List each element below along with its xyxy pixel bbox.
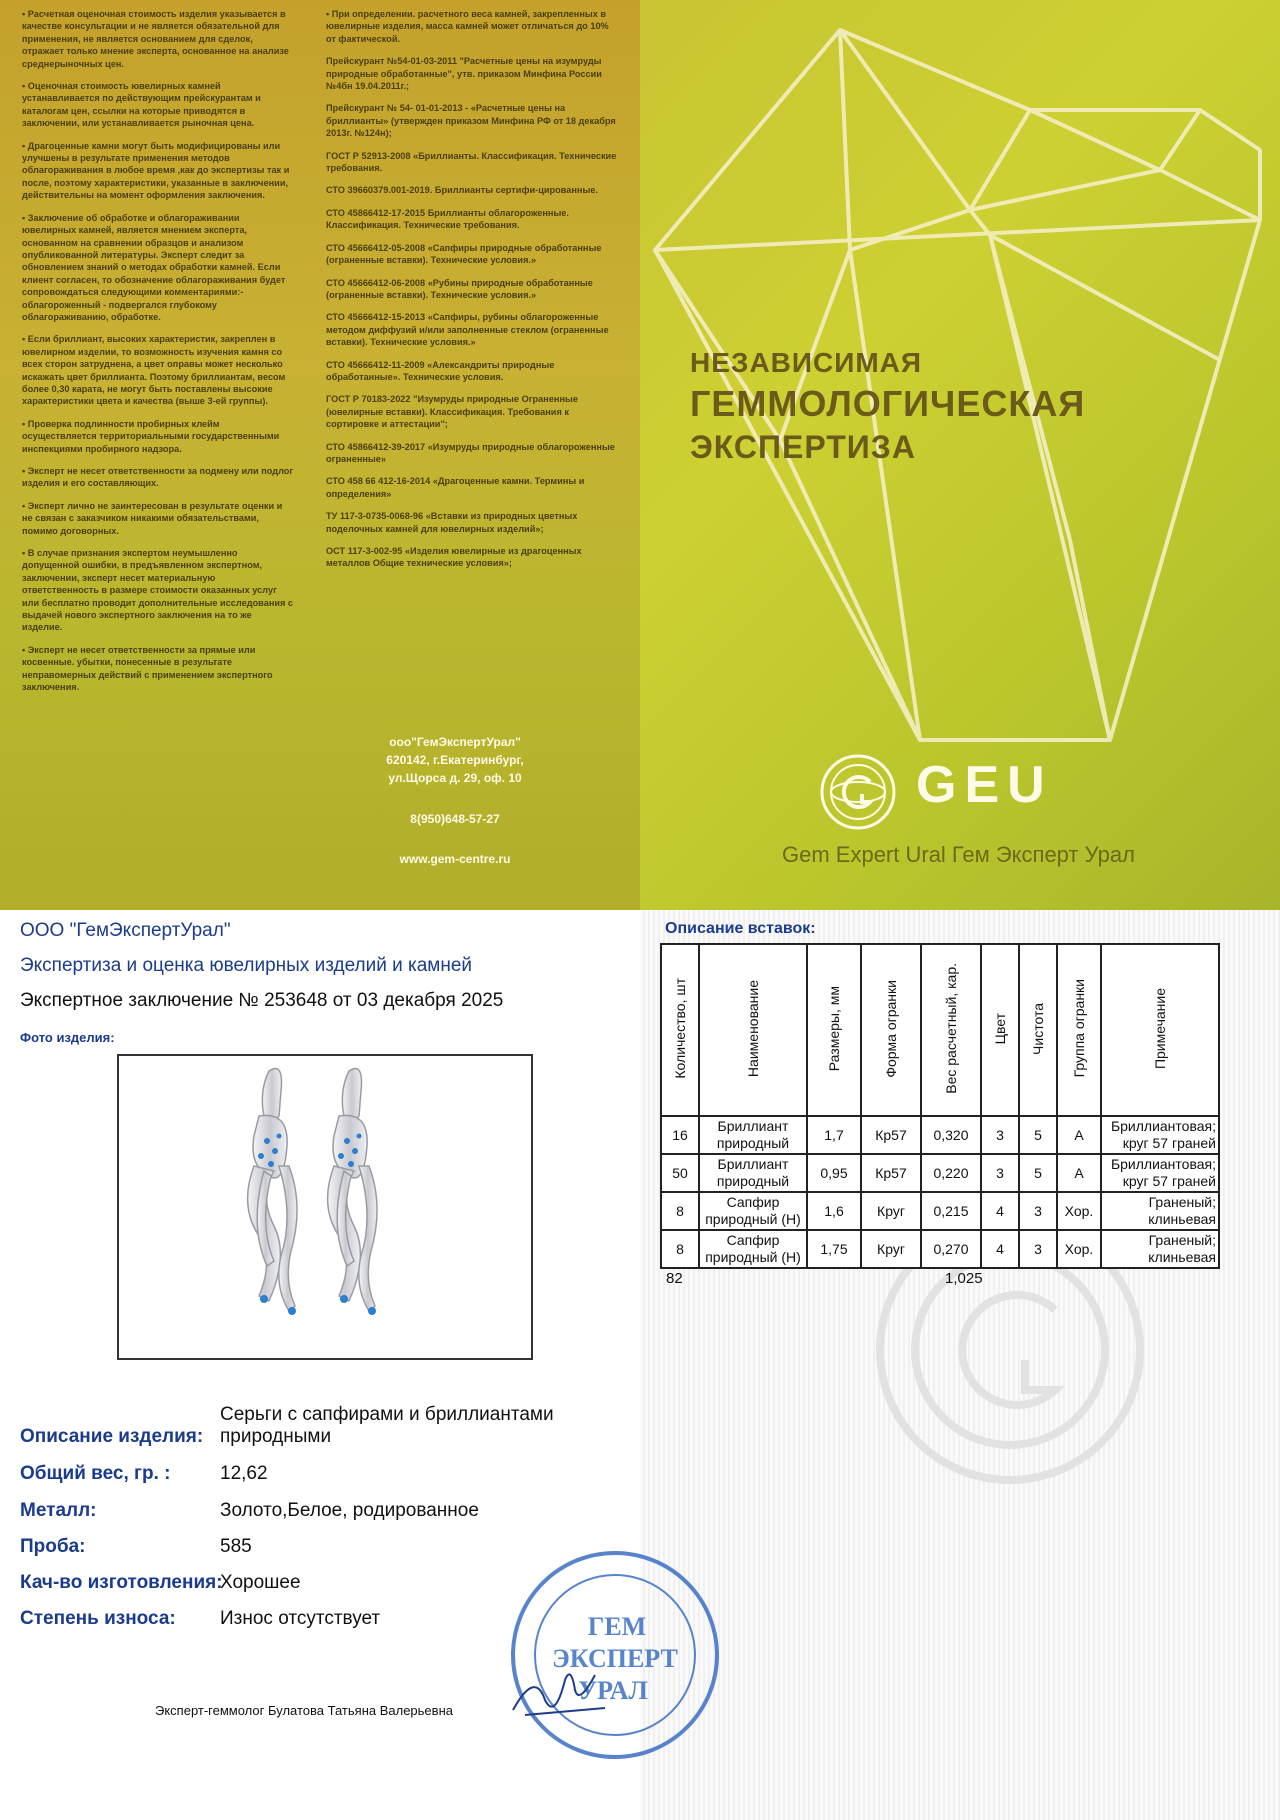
column-header-text: Количество, шт bbox=[672, 978, 688, 1079]
inserts-cell: Круг bbox=[861, 1192, 921, 1230]
column-header-text: Размеры, мм bbox=[826, 985, 842, 1072]
brochure-paragraph: ГОСТ Р 70183-2022 "Изумруды природные Ограненные (ювелирные вставки). Классификация. Требования к сортировке и аттестации"; bbox=[326, 394, 578, 430]
product-photo bbox=[117, 1054, 533, 1360]
inserts-cell: А bbox=[1057, 1154, 1101, 1192]
inserts-column-header bbox=[661, 944, 699, 1116]
inserts-title: Описание вставок: bbox=[665, 920, 816, 937]
inserts-cell: 4 bbox=[981, 1192, 1019, 1230]
inserts-cell: Бриллиантовая; круг 57 граней bbox=[1101, 1154, 1219, 1192]
column-header-text: Чистота bbox=[1030, 1002, 1046, 1055]
inserts-cell: 8 bbox=[661, 1192, 699, 1230]
geu-logo-text: GEU bbox=[916, 756, 1053, 814]
inserts-column-header bbox=[861, 944, 921, 1116]
inserts-row bbox=[661, 1116, 1219, 1154]
brochure-paragraph: • Оценочная стоимость ювелирных камней устанавливается по действующим прейскурантам и каталогам цен, ссылки на которые приводятся в заключении, или устанавливается рыночная цена. bbox=[22, 81, 261, 129]
inserts-column-header bbox=[1019, 944, 1057, 1116]
brochure-paragraph: СТО 45666412-15-2013 «Сапфиры, рубины облагороженные методом диффузий и/или заполненные стеклом (ограненные вставки). Технические условия.» bbox=[326, 312, 609, 348]
inserts-cell: 0,270 bbox=[921, 1230, 981, 1268]
address-line: 620142, г.Екатеринбург, bbox=[386, 753, 524, 767]
total-weight: 1,025 bbox=[945, 1270, 983, 1287]
stamp-line: УРАЛ bbox=[578, 1676, 648, 1705]
service-description: Экспертиза и оценка ювелирных изделий и камней bbox=[20, 955, 473, 976]
column-header-text: Цвет bbox=[992, 1012, 1008, 1045]
spec-value-weight: 12,62 bbox=[220, 1463, 268, 1484]
inserts-cell: 5 bbox=[1019, 1154, 1057, 1192]
brochure-paragraph: • Если бриллиант, высоких характеристик, закреплен в ювелирном изделии, то возможность изучения камня со всех сторон затруднена, а цвет оправы может несколько искажать цвет бриллианта. Поэтому бриллиантам, весом более 0,30 карата, не могут быть поставлены высокие характеристики цвета и качества (выше 3-ей группы). bbox=[22, 334, 286, 407]
inserts-cell: Сапфир природный (Н) bbox=[699, 1192, 807, 1230]
company-name: ООО "ГемЭкспертУрал" bbox=[20, 920, 231, 941]
brochure-paragraph: • Драгоценные камни могут быть модифицированы или улучшены в результате применения методов облагораживания в любое время ,как до экспертизы так и после, поэтому характеристики, указанные в заключении, действительны на момент оформления заключения. bbox=[22, 140, 290, 201]
inserts-cell: 1,6 bbox=[807, 1192, 861, 1230]
spec-label-assay: Проба: bbox=[20, 1536, 86, 1557]
spec-label-wear: Степень износа: bbox=[20, 1608, 176, 1629]
brochure-paragraph: ОСТ 117-3-002-95 «Изделия ювелирные из драгоценных металлов Общие технические условия»; bbox=[326, 546, 582, 569]
inserts-cell: Кр57 bbox=[861, 1154, 921, 1192]
inserts-cell: 8 bbox=[661, 1230, 699, 1268]
inserts-cell: Бриллиант природный bbox=[699, 1154, 807, 1192]
stamp-line: ЭКСПЕРТ bbox=[552, 1644, 678, 1673]
photo-label: Фото изделия: bbox=[20, 1030, 115, 1045]
earrings-image bbox=[119, 1056, 531, 1358]
column-header-text: Примечание bbox=[1152, 987, 1168, 1070]
inserts-cell: 5 bbox=[1019, 1116, 1057, 1154]
brochure-paragraph: СТО 39660379.001-2019. Бриллианты сертифи-цированные. bbox=[326, 185, 598, 196]
inserts-cell: 0,320 bbox=[921, 1116, 981, 1154]
brochure-paragraph: ГОСТ Р 52913-2008 «Бриллианты. Классификация. Технические требования. bbox=[326, 150, 617, 174]
brochure-paragraph: Прейскурант № 54- 01-01-2013 - «Расчетные цены на бриллианты» (утвержден приказом Минфина РФ от 18 декабря 2013г. №124н); bbox=[326, 103, 616, 139]
spec-value-description: Серьги с сапфирами и бриллиантами природными bbox=[220, 1404, 554, 1447]
inserts-cell: Граненый; клиньевая bbox=[1101, 1192, 1219, 1230]
stamp-line: ГЕМ bbox=[587, 1612, 647, 1641]
inserts-column-header bbox=[699, 944, 807, 1116]
spec-value-wear: Износ отсутствует bbox=[220, 1608, 381, 1629]
inserts-cell: Граненый; клиньевая bbox=[1101, 1230, 1219, 1268]
column-header-text: Вес расчетный, кар. bbox=[943, 963, 959, 1094]
brochure-paragraph: СТО 45666412-06-2008 «Рубины природные обработанные (ограненные вставки). Технические условия.» bbox=[326, 277, 593, 300]
brochure-paragraph: • Эксперт лично не заинтересован в результате оценки и не связан с заказчиком никакими обязательствами, помимо договорных. bbox=[22, 500, 283, 536]
inserts-cell: 0,95 bbox=[807, 1154, 861, 1192]
inserts-column-header bbox=[807, 944, 861, 1116]
brochure-paragraph: СТО 45866412-17-2015 Бриллианты облагороженные. Классификация. Технические требования. bbox=[326, 207, 569, 231]
spec-value-metal: Золото,Белое, родированное bbox=[220, 1500, 479, 1521]
brochure-paragraph: Прейскурант №54-01-03-2011 "Расчетные цены на изумруды природные обработанные", утв. приказом Минфина России №4бн 19.04.2011г.; bbox=[326, 56, 602, 92]
inserts-cell: Кр57 bbox=[861, 1116, 921, 1154]
inserts-cell: Бриллиант природный bbox=[699, 1116, 807, 1154]
inserts-column-header bbox=[981, 944, 1019, 1116]
inserts-cell: Сапфир природный (Н) bbox=[699, 1230, 807, 1268]
inserts-cell: 16 bbox=[661, 1116, 699, 1154]
brochure-paragraph: СТО 45666412-11-2009 «Александриты природные обработанные». Технические условия. bbox=[326, 359, 555, 382]
inserts-cell: А bbox=[1057, 1116, 1101, 1154]
address-line: ооо"ГемЭкспертУрал" bbox=[389, 735, 521, 749]
inserts-column-header bbox=[1057, 944, 1101, 1116]
inserts-cell: 1,7 bbox=[807, 1116, 861, 1154]
title-line-3: ЭКСПЕРТИЗА bbox=[690, 429, 916, 465]
company-phone: 8(950)648-57-27 bbox=[410, 812, 500, 826]
brochure-paragraph: СТО 45666412-05-2008 «Сапфиры природные обработанные (ограненные вставки). Технические условия.» bbox=[326, 242, 602, 266]
brochure-paragraph: • Эксперт не несет ответственности за подмену или подлог изделия и его составляющих. bbox=[22, 466, 294, 489]
brochure-text-panel bbox=[0, 0, 640, 910]
spec-value-assay: 585 bbox=[220, 1536, 252, 1557]
inserts-cell: 3 bbox=[1019, 1230, 1057, 1268]
title-line-1: НЕЗАВИСИМАЯ bbox=[690, 347, 923, 378]
inserts-cell: 3 bbox=[981, 1154, 1019, 1192]
company-address bbox=[330, 733, 580, 787]
brochure-paragraph: • В случае признания экспертом неумышленно допущенной ошибки, в предъявленном экспертном, заключении, эксперт несет материальную ответственность в размере стоимости оказанных услуг или бесплатно проводит дополнительные исследования с выдачей нового экспертного заключения на то же изделие. bbox=[22, 548, 294, 633]
inserts-cell: 0,220 bbox=[921, 1154, 981, 1192]
disclaimer-column bbox=[22, 8, 294, 704]
title-line-2: ГЕММОЛОГИЧЕСКАЯ bbox=[690, 383, 1086, 424]
right-earring bbox=[328, 1069, 377, 1312]
inserts-cell: 0,215 bbox=[921, 1192, 981, 1230]
brochure-paragraph: • Расчетная оценочная стоимость изделия указывается в качестве консультации и не является обязательной для применения, не является основанием для сделок, отражает только мнение эксперта, основанное на анализе среднерыночных цен. bbox=[22, 9, 289, 69]
inserts-row bbox=[661, 1154, 1219, 1192]
spec-label-quality: Кач-во изготовления: bbox=[20, 1572, 223, 1593]
signature bbox=[505, 1660, 615, 1720]
inserts-cell: 4 bbox=[981, 1230, 1019, 1268]
left-earring bbox=[248, 1069, 297, 1312]
spec-label-description: Описание изделия: bbox=[20, 1426, 204, 1447]
column-header-text: Форма огранки bbox=[883, 979, 899, 1078]
inserts-body bbox=[661, 1116, 1219, 1268]
inserts-cell: Хор. bbox=[1057, 1230, 1101, 1268]
inserts-table bbox=[660, 943, 1220, 1269]
spec-label-metal: Металл: bbox=[20, 1500, 97, 1521]
column-header-text: Наименование bbox=[745, 979, 761, 1078]
brochure-paragraph: СТО 458 66 412-16-2014 «Драгоценные камни. Термины и определения» bbox=[326, 476, 585, 499]
inserts-cell: Круг bbox=[861, 1230, 921, 1268]
column-header-text: Группа огранки bbox=[1071, 979, 1087, 1078]
total-quantity: 82 bbox=[666, 1270, 683, 1287]
standards-column bbox=[326, 8, 618, 580]
inserts-cell: Хор. bbox=[1057, 1192, 1101, 1230]
spec-label-weight: Общий вес, гр. : bbox=[20, 1463, 171, 1484]
inserts-header-row bbox=[661, 944, 1219, 1116]
inserts-column-header bbox=[921, 944, 981, 1116]
brochure-paragraph: • Эксперт не несет ответственности за прямые или косвенные. убытки, понесенные в результате неправомерных действий с применением экспертного заключения. bbox=[22, 644, 273, 693]
inserts-cell: Бриллиантовая; круг 57 граней bbox=[1101, 1116, 1219, 1154]
brochure-paragraph: • Заключение об обработке и облагораживании ювелирных камней, является мнением эксперта, основанном на сравнении образцов и анализом опубликованной литературы. Эксперт следит за обновлением знаний о методах обработки камней. Если клиент согласен, то обозначение облагораживания будет сопровождаться следующими комментариями:- облагороженный - подвергался глубокому облагораживанию, обработке. bbox=[22, 212, 286, 322]
expert-name: Эксперт-геммолог Булатова Татьяна Валерьевна bbox=[155, 1703, 453, 1718]
inserts-cell: 50 bbox=[661, 1154, 699, 1192]
brochure-title bbox=[690, 345, 1085, 467]
company-stamp bbox=[505, 1545, 725, 1765]
inserts-column-header bbox=[1101, 944, 1219, 1116]
inserts-cell: 3 bbox=[981, 1116, 1019, 1154]
brochure-paragraph: • Проверка подлинности пробирных клейм осуществляется территориальными государственными инспекциями пробирного надзора. bbox=[22, 418, 280, 454]
address-line: ул.Щорса д. 29, оф. 10 bbox=[388, 771, 522, 785]
brochure-paragraph: СТО 45866412-39-2017 «Изумруды природные облагороженные ограненные» bbox=[326, 441, 615, 464]
conclusion-number: Экспертное заключение № 253648 от 03 декабря 2025 bbox=[20, 990, 504, 1011]
spec-value-quality: Хорошее bbox=[220, 1572, 301, 1593]
company-website: www.gem-centre.ru bbox=[399, 852, 511, 866]
inserts-row bbox=[661, 1192, 1219, 1230]
logo-subtitle: Gem Expert Ural Гем Эксперт Урал bbox=[782, 842, 1135, 867]
inserts-cell: 1,75 bbox=[807, 1230, 861, 1268]
inserts-cell: 3 bbox=[1019, 1192, 1057, 1230]
inserts-row bbox=[661, 1230, 1219, 1268]
brochure-paragraph: ТУ 117-3-0735-0068-96 «Вставки из природных цветных поделочных камней для ювелирных изделий»; bbox=[326, 511, 578, 534]
geu-logo-icon bbox=[818, 752, 898, 832]
brochure-paragraph: • При определении. расчетного веса камней, закрепленных в ювелирные изделия, масса камней может отличаться до 10% от фактической. bbox=[326, 9, 609, 44]
